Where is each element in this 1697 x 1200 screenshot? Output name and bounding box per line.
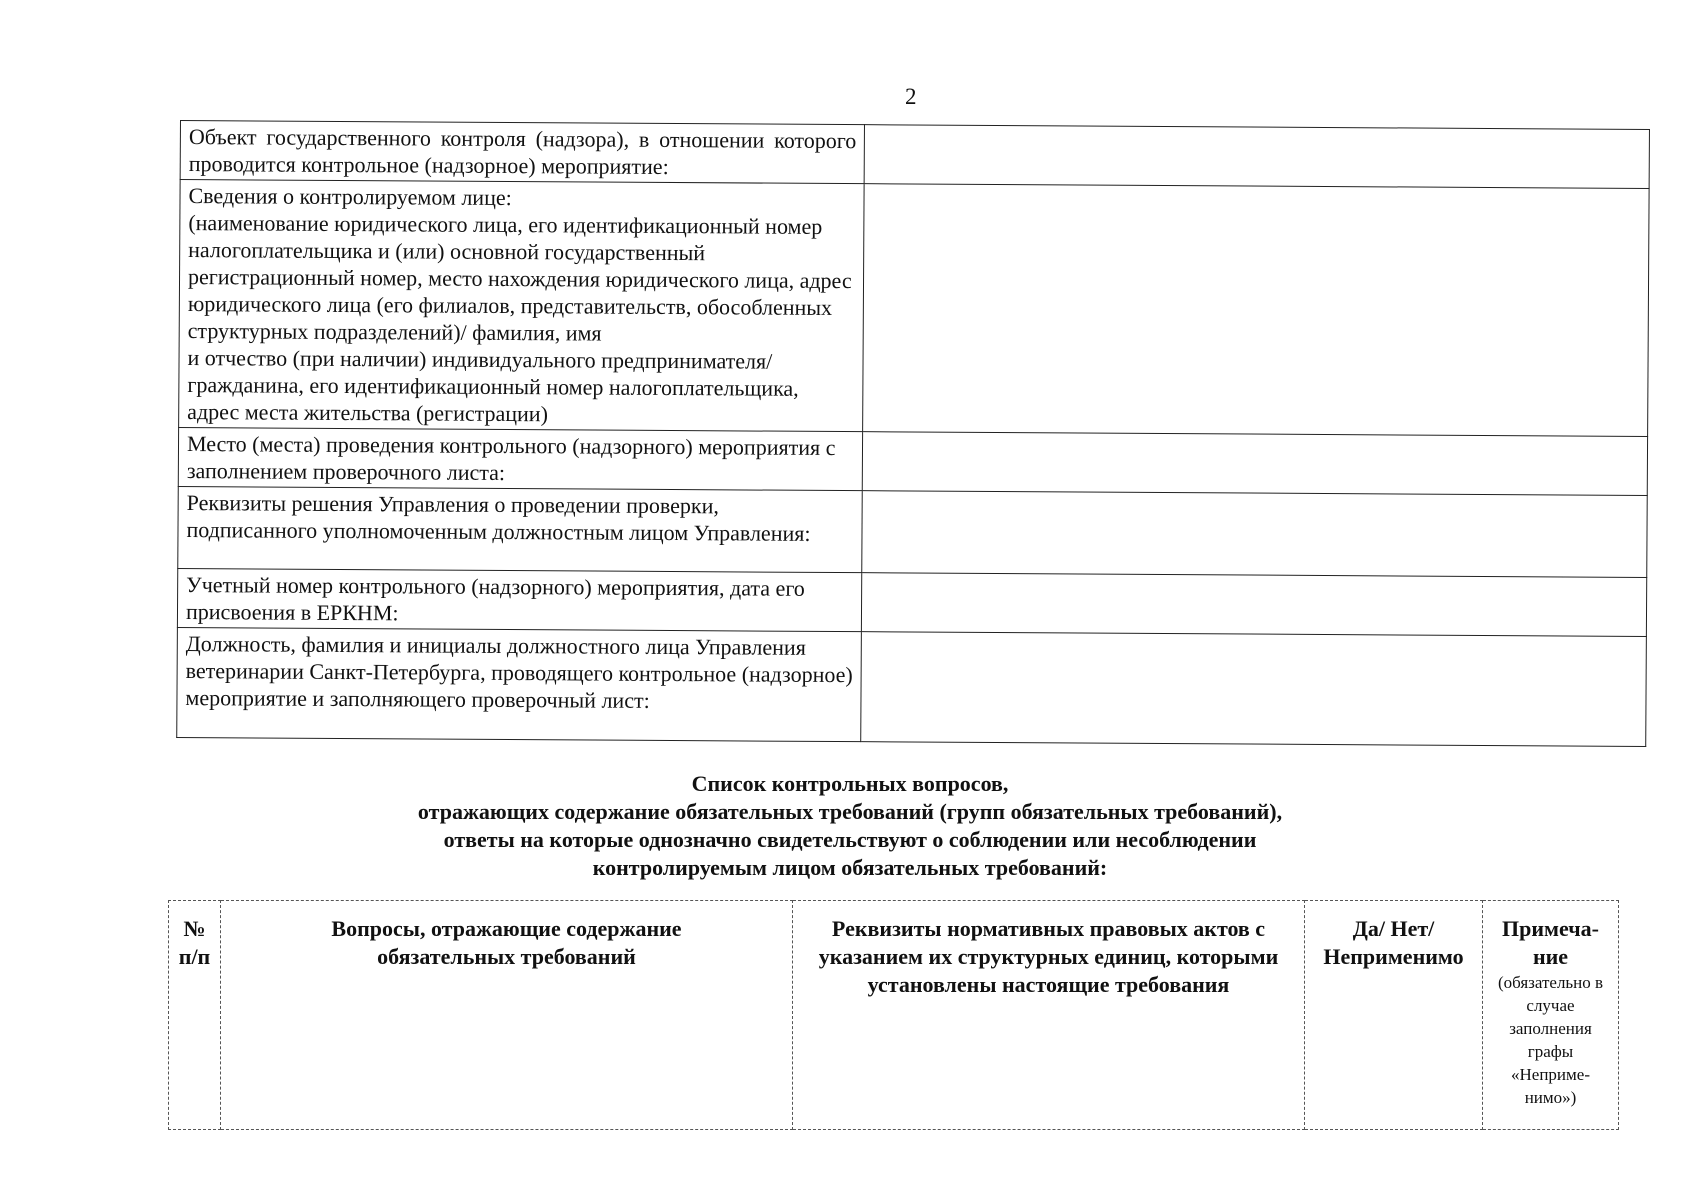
title-line: контролируемым лицом обязательных требований:: [592, 855, 1108, 880]
decision-requisites-value[interactable]: [862, 491, 1647, 578]
table-row: [179, 180, 1649, 437]
official-value[interactable]: [861, 632, 1646, 747]
controlled-person-text: Сведения о контролируемом лице: (наименование юридического лица, его идентификационный номер налогоплательщика и (или) основной государственный регистрационный номер, место нахождения юридического лица, адрес юридического лица (его филиалов, представительств, обособленных структурных подразделений)/ фамилия, имя и отчество (при наличии) индивидуального предпринимателя/ гражданина, его идентификационный номер налогоплательщика, адрес места жительства (регистрации): [187, 183, 852, 427]
registration-number-label: Учетный номер контрольного (надзорного) мероприятия, дата его присвоения в ЕРКНМ:: [177, 568, 862, 631]
table-row: [177, 627, 1647, 746]
table-row: [180, 121, 1649, 189]
header-note: [1483, 901, 1619, 1130]
page-number: 2: [905, 84, 917, 109]
header-requisites: Реквизиты нормативных правовых актов с указанием их структурных единиц, которыми установлены настоящие требования: [793, 901, 1305, 1130]
title-line: Список контрольных вопросов,: [691, 771, 1009, 796]
header-number: № п/п: [169, 901, 221, 1130]
place-value[interactable]: [863, 432, 1648, 496]
header-questions: Вопросы, отражающие содержание обязательных требований: [221, 901, 793, 1130]
note-detail: (обязательно в случае заполнения графы «Непримe-нимо»): [1497, 973, 1604, 1107]
table-header-row: [169, 901, 1619, 1130]
control-questions-title: [300, 770, 1400, 882]
decision-requisites-label: Реквизиты решения Управления о проведении проверки, подписанного уполномоченным должностным лицом Управления:: [178, 486, 863, 572]
control-questions-table: [168, 900, 1619, 1130]
title-line: ответы на которые однозначно свидетельствуют о соблюдении или несоблюдении: [443, 827, 1257, 852]
note-label: Примеча-ние: [1502, 916, 1599, 969]
inspection-info-table: [176, 120, 1650, 747]
title-line: отражающих содержание обязательных требований (групп обязательных требований),: [417, 799, 1283, 824]
object-label: Объект государственного контроля (надзора), в отношении которого проводится контрольное (надзорное) мероприятие:: [180, 121, 865, 184]
place-label: Место (места) проведения контрольного (надзорного) мероприятия с заполнением проверочного листа:: [178, 427, 863, 490]
controlled-person-value[interactable]: [863, 184, 1649, 437]
official-label: Должность, фамилия и инициалы должностного лица Управления ветеринарии Санкт-Петербурга, проводящего контрольное (надзорное) мероприятие и заполняющего проверочный лист:: [177, 627, 862, 741]
header-answer: Да/ Нет/ Неприменимо: [1305, 901, 1483, 1130]
controlled-person-label: [179, 180, 865, 432]
registration-number-value[interactable]: [862, 573, 1647, 637]
table-row: [178, 486, 1647, 577]
object-value[interactable]: [865, 125, 1650, 189]
table-row: [177, 568, 1646, 636]
table-row: [178, 427, 1647, 495]
